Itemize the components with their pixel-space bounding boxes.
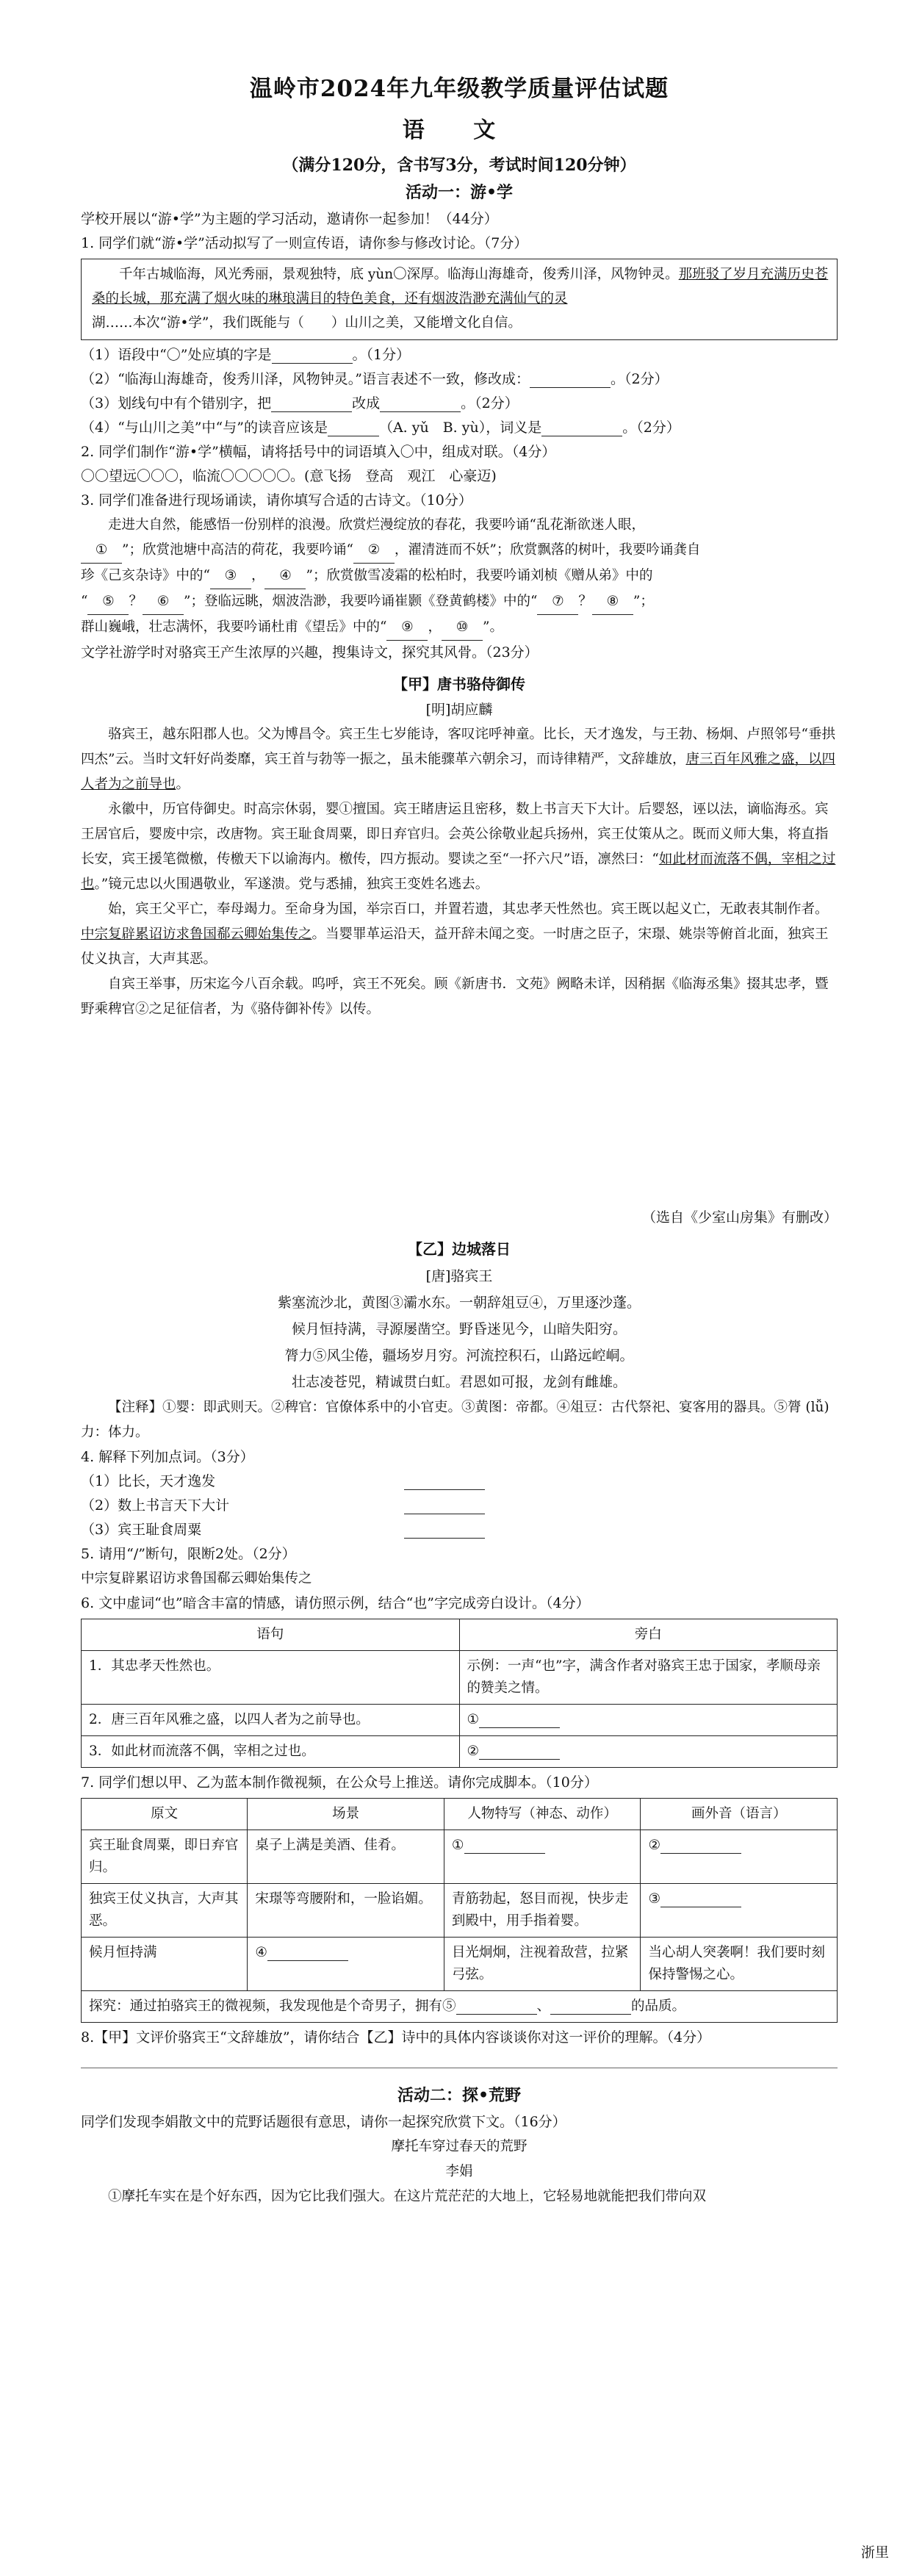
answer-blank[interactable] — [541, 421, 622, 436]
q3-stem: 3. 同学们准备进行现场诵读，请你填写合适的古诗文。（10分） — [81, 492, 472, 508]
q1-4-end: 。（2分） — [622, 420, 680, 436]
poem — [81, 1263, 838, 1395]
blank-3[interactable]: ③ — [210, 564, 251, 589]
answer-blank[interactable] — [267, 1946, 348, 1961]
q7-header: 人物特写（神态、动作） — [444, 1799, 641, 1830]
q2-couplet: 〇〇望远〇〇〇，临流〇〇〇〇〇。(意飞扬 登高 观江 心豪迈) — [81, 468, 497, 484]
answer-blank[interactable] — [272, 348, 353, 364]
table-row — [82, 1705, 838, 1736]
jia-text: 永徽中，历官侍御史。时高宗休弱，婴①擅国。宾王睹唐运且密移，数上书言天下大计。后婴怒，诬以法，谪临海丞。宾王居官后，婴废中宗，改唐物。宾王耻食周粟，即日弃官归。会英公徐敬业起兵扬州，宾王仗策从之。既而义师大集，将直指长安，宾王援笔微檄，传檄天下以谕海内。檄传，四方振动。婴读之至“一抔六尺”语，凛然曰：“ — [81, 802, 829, 867]
q4-item-text: （2）数上书言天下大计 — [81, 1497, 230, 1514]
q1-1-text: （1）语段中“〇”处应填的字是 — [81, 347, 272, 363]
jia-text: 。”镜元忠以火围遇敬业，军遂溃。党与悉捕，独宾王变姓名逃去。 — [94, 877, 489, 892]
jia-text: 。当婴罪革运沿天，益开辞未闻之变。一时唐之臣子，宋璟、姚崇等俯首北面，独宾王仗义执言，大声其恶。 — [81, 927, 829, 967]
q6-cell: 3．如此材而流落不偶，宰相之过也。 — [82, 1736, 460, 1768]
essay-title: 摩托车穿过春天的荒野 — [391, 2139, 527, 2154]
q2-stem: 2. 同学们制作“游•学”横幅，请将括号中的词语填入〇中，组成对联。（4分） — [81, 444, 556, 460]
passage-jia-p1 — [81, 722, 838, 797]
q1-2-text: （2）“临海山海雄奇，俊秀川泽，风物钟灵。”语言表述不一致，修改成： — [81, 371, 530, 387]
q3-text: ”；登临远眺，烟波浩渺，我要吟诵崔颢《登黄鹤楼》中的“ — [183, 594, 538, 609]
q1-4-mid: （A. yǔ B. yù），词义是 — [378, 420, 542, 436]
blank-space — [81, 1022, 838, 1206]
slogan-underlined: 那班驳了岁月充满历史苍桑的长城，那充满了烟火味的琳琅满目的特色美食，还有烟波浩渺充满仙气的灵 — [92, 267, 829, 306]
answer-blank[interactable] — [328, 421, 379, 436]
q3-text: ？ — [129, 594, 143, 609]
answer-blank[interactable] — [550, 1999, 631, 2015]
poem-author: [唐]骆宾王 — [425, 1268, 493, 1284]
q1-4-text: （4）“与山川之美”中“与”的读音应该是 — [81, 420, 328, 436]
blank-1[interactable]: ① — [81, 538, 122, 564]
q3-text: ， — [251, 568, 265, 583]
q7-stem: 7. 同学们想以甲、乙为蓝本制作微视频，在公众号上推送。请你完成脚本。（10分） — [81, 1774, 598, 1791]
q1-1-end: 。（1分） — [352, 347, 411, 363]
answer-blank[interactable] — [530, 373, 611, 388]
q7-explore-text: 探究：通过拍骆宾王的微视频，我发现他是个奇男子，拥有⑤ — [89, 1998, 456, 2014]
passage-jia-heading: 【甲】唐书骆侍御传 — [393, 675, 525, 693]
blank-8[interactable]: ⑧ — [592, 589, 633, 615]
q3-after: 文学社游学时对骆宾王产生浓厚的兴趣，搜集诗文，探究其风骨。（23分） — [81, 644, 539, 661]
q3-line3 — [81, 564, 838, 589]
exam-title: 温岭市2024年九年级教学质量评估试题 — [249, 76, 669, 102]
answer-blank[interactable] — [456, 1999, 537, 2015]
table-row — [82, 1991, 838, 2023]
q3-text: ， — [428, 619, 442, 635]
q4-stem: 4. 解释下列加点词。（3分） — [81, 1449, 254, 1465]
q3-text: ”；欣赏池塘中高洁的荷花，我要吟诵“ — [122, 542, 353, 558]
answer-blank[interactable] — [660, 1838, 741, 1854]
jia-underlined: 中宗复辟累诏访求鲁国郗云卿始集传之 — [81, 927, 312, 942]
q1-4 — [81, 416, 838, 440]
answer-blank[interactable] — [404, 1523, 485, 1539]
exam-page — [81, 70, 838, 2209]
q6-cell-label: ① — [467, 1712, 480, 1727]
q3-text: 珍《己亥杂诗》中的“ — [81, 568, 210, 583]
table-row — [82, 1938, 838, 1991]
q3-text: ”。 — [482, 619, 503, 635]
exam-meta: （满分120分，含书写3分，考试时间120分钟） — [282, 156, 636, 175]
q6-cell-label: ② — [467, 1744, 480, 1759]
q6-cell: 2．唐三百年风雅之盛，以四人者为之前导也。 — [82, 1705, 460, 1736]
q7-header: 画外音（语言） — [641, 1799, 838, 1830]
q6-table — [81, 1619, 838, 1768]
blank-10[interactable]: ⑩ — [442, 615, 483, 641]
jia-underlined: 唐三百年风雅之盛，以四人者为之前导也 — [81, 752, 835, 792]
answer-blank[interactable] — [479, 1713, 560, 1728]
q3-line2 — [81, 538, 838, 564]
q6-answer-cell[interactable] — [459, 1736, 838, 1768]
q7-cell: 桌子上满是美酒、佳肴。 — [248, 1830, 444, 1884]
q4-item — [81, 1494, 838, 1518]
answer-blank[interactable] — [479, 1744, 560, 1760]
table-row — [82, 1884, 838, 1938]
poem-line: 膂力⑤风尘倦，疆场岁月穷。河流控积石，山路远崆峒。 — [284, 1348, 634, 1364]
q8-stem: 8.【甲】文评价骆宾王“文辞雄放”，请你结合【乙】诗中的具体内容谈谈你对这一评价的理解。（4分） — [81, 2029, 711, 2046]
passage-jia-p3 — [81, 897, 838, 972]
passage-jia-p2 — [81, 797, 838, 897]
jia-underlined: 如此材而流落不偶，宰相之过也 — [81, 852, 836, 892]
poem-line: 候月恒持满，寻源屡凿空。野昏迷见今，山暗失阳穷。 — [291, 1321, 627, 1337]
subject-title: 语 文 — [402, 118, 516, 143]
jia-text: 。 — [176, 777, 190, 792]
q7-cell: 目光炯炯，注视着敌营，拉紧弓弦。 — [444, 1938, 641, 1991]
q1-3-end: 。（2分） — [461, 395, 519, 411]
q6-cell: 示例：一声“也”字，满含作者对骆宾王忠于国家，孝顺母亲的赞美之情。 — [459, 1651, 838, 1705]
q7-answer-cell[interactable] — [248, 1938, 444, 1991]
activity2-intro: 同学们发现李娟散文中的荒野话题很有意思，请你一起探究欣赏下文。（16分） — [81, 2114, 566, 2130]
blank-6[interactable]: ⑥ — [143, 589, 184, 615]
q3-text: ？ — [578, 594, 592, 609]
corner-mark: 浙里 — [860, 2544, 889, 2561]
q7-cell-label: ① — [451, 1838, 464, 1853]
q3-text: ，濯清涟而不妖”；欣赏飘落的树叶，我要吟诵龚自 — [394, 542, 701, 558]
q7-cell: 宾王耻食周粟，即日弃官归。 — [82, 1830, 248, 1884]
q3-text: “ — [81, 594, 88, 609]
table-row — [82, 1736, 838, 1768]
q4-item-text: （1）比长，天才逸发 — [81, 1473, 216, 1489]
q7-header: 原文 — [82, 1799, 248, 1830]
q1-stem: 1. 同学们就“游•学”活动拟写了一则宣传语，请你参与修改讨论。（7分） — [81, 235, 528, 251]
blank-2[interactable]: ② — [353, 538, 395, 564]
jia-text: 始，宾王父平亡，奉母竭力。至命身为国，举宗百口，并置若遗，其忠孝天性然也。宾王既以起义亡，无敢表其制作者。 — [108, 902, 829, 917]
activity1-intro: 学校开展以“游•学”为主题的学习活动，邀请你一起参加！（44分） — [81, 211, 498, 227]
poem-line: 壮志凌苍兕，精诚贯白虹。君恩如可报，龙剑有雌雄。 — [291, 1374, 627, 1390]
blank-4[interactable]: ④ — [264, 564, 306, 589]
poem-line: 紫塞流沙北，黄图③灞水东。一朝辞俎豆④，万里逐沙蓬。 — [277, 1295, 641, 1311]
passage-jia-source: （选自《少室山房集》有删改） — [641, 1209, 838, 1226]
table-row — [82, 1651, 838, 1705]
q3-line1: 走进大自然，能感悟一份别样的浪漫。欣赏烂漫绽放的春花，我要吟诵“乱花渐欲迷人眼， — [108, 517, 645, 533]
essay-author: 李娟 — [445, 2164, 473, 2179]
q6-cell: 1．其忠孝天性然也。 — [82, 1651, 460, 1705]
answer-blank[interactable] — [271, 397, 352, 412]
blank-5[interactable]: ⑤ — [87, 589, 129, 615]
q6-answer-cell[interactable] — [459, 1705, 838, 1736]
q7-cell: 独宾王仗义执言，大声其恶。 — [82, 1884, 248, 1938]
q1-2-end: 。（2分） — [611, 371, 669, 387]
q7-cell-label: ② — [648, 1838, 661, 1853]
q7-header: 场景 — [248, 1799, 444, 1830]
q7-explore-text: 、 — [536, 1998, 551, 2014]
q7-cell: 青筋勃起，怒目而视，快步走到殿中，用手指着婴。 — [444, 1884, 641, 1938]
q7-explore-text: 的品质。 — [631, 1998, 686, 2014]
q7-cell: 当心胡人突袭啊！我们要时刻保持警惕之心。 — [641, 1938, 838, 1991]
q7-cell-label: ④ — [255, 1945, 267, 1960]
q7-answer-cell[interactable] — [641, 1884, 838, 1938]
q7-answer-cell[interactable] — [444, 1830, 641, 1884]
q4-item-text: （3）宾王耻食周粟 — [81, 1522, 202, 1538]
blank-9[interactable]: ⑨ — [386, 615, 428, 641]
q7-table — [81, 1798, 838, 2023]
answer-blank[interactable] — [404, 1499, 485, 1514]
slogan-line3: 湖……本次“游•学”，我们既能与（ ）山川之美，又能增文化自信。 — [92, 315, 522, 331]
activity2-title: 活动二：探•荒野 — [397, 2086, 522, 2105]
passage-jia-author: [明]胡应麟 — [425, 702, 493, 718]
q7-answer-cell[interactable] — [641, 1830, 838, 1884]
q6-header: 语句 — [82, 1619, 460, 1651]
q6-stem: 6. 文中虚词“也”暗含丰富的情感，请仿照示例，结合“也”字完成旁白设计。（4分） — [81, 1595, 590, 1611]
q6-header: 旁白 — [459, 1619, 838, 1651]
notes: 【注释】①婴：即武则天。②稗官：官僚体系中的小官吏。③黄图：帝都。④俎豆：古代祭祀、宴客用的器具。⑤膂 (lǚ)力：体力。 — [81, 1400, 829, 1440]
q7-cell: 候月恒持满 — [82, 1938, 248, 1991]
q3-text: ”； — [633, 594, 654, 609]
slogan-text-a: 千年古城临海，风光秀丽，景观独特，底 yùn〇深厚。临海山海雄奇，俊秀川泽，风物钟灵。 — [119, 267, 679, 282]
passage-yi-heading: 【乙】边城落日 — [408, 1240, 511, 1258]
slogan-box — [81, 259, 838, 340]
q1-3-text: （3）划线句中有个错别字，把 — [81, 395, 272, 411]
answer-blank[interactable] — [660, 1892, 741, 1907]
q5-sentence: 中宗复辟累诏访求鲁国郗云卿始集传之 — [81, 1571, 312, 1586]
passage-jia-p4: 自宾王举事，历宋迄今八百余载。呜呼，宾王不死矣。顾《新唐书．文苑》阙略未详，因稍据《临海丞集》掇其忠孝，暨野乘稗官②之足征信者，为《骆侍御补传》以传。 — [81, 976, 829, 1017]
answer-blank[interactable] — [380, 397, 461, 412]
answer-blank[interactable] — [464, 1838, 545, 1854]
activity1-title: 活动一：游•学 — [405, 183, 514, 202]
q7-cell-label: ③ — [648, 1891, 661, 1907]
q1-2 — [81, 367, 838, 392]
q3-line5 — [81, 615, 838, 641]
q5-stem: 5. 请用“/”断句，限断2处。（2分） — [81, 1546, 296, 1562]
q4-item — [81, 1469, 838, 1494]
q1-1 — [81, 343, 838, 367]
slogan-line1 — [92, 262, 829, 311]
q3-text: ”；欣赏傲雪凌霜的松柏时，我要吟诵刘桢《赠从弟》中的 — [306, 568, 653, 583]
q4-item — [81, 1518, 838, 1542]
blank-7[interactable]: ⑦ — [537, 589, 578, 615]
answer-blank[interactable] — [404, 1475, 485, 1490]
table-row — [82, 1830, 838, 1884]
q7-cell: 宋璟等弯腰附和，一脸谄媚。 — [248, 1884, 444, 1938]
essay-paragraph: ①摩托车实在是个好东西，因为它比我们强大。在这片荒茫茫的大地上，它轻易地就能把我们带向双 — [108, 2189, 707, 2204]
jia-text: 骆宾王，越东阳郡人也。父为博昌令。宾王生七岁能诗，客叹诧呼神童。比长，天才逸发，与王勃、杨炯、卢照邻号“垂拱四杰”云。当时文轩好尚娄靡，宾王首与勃等一振之，虽未能骤革六朝余习，而诗律精严，文辞雄放， — [81, 727, 835, 767]
q1-3 — [81, 392, 838, 416]
q3-text: 群山巍峨，壮志满怀，我要吟诵杜甫《望岳》中的“ — [81, 619, 387, 635]
q1-3-mid: 改成 — [352, 395, 381, 411]
q7-explore-cell[interactable] — [82, 1991, 838, 2023]
q3-line4 — [81, 589, 838, 615]
q3-passage — [81, 513, 838, 641]
